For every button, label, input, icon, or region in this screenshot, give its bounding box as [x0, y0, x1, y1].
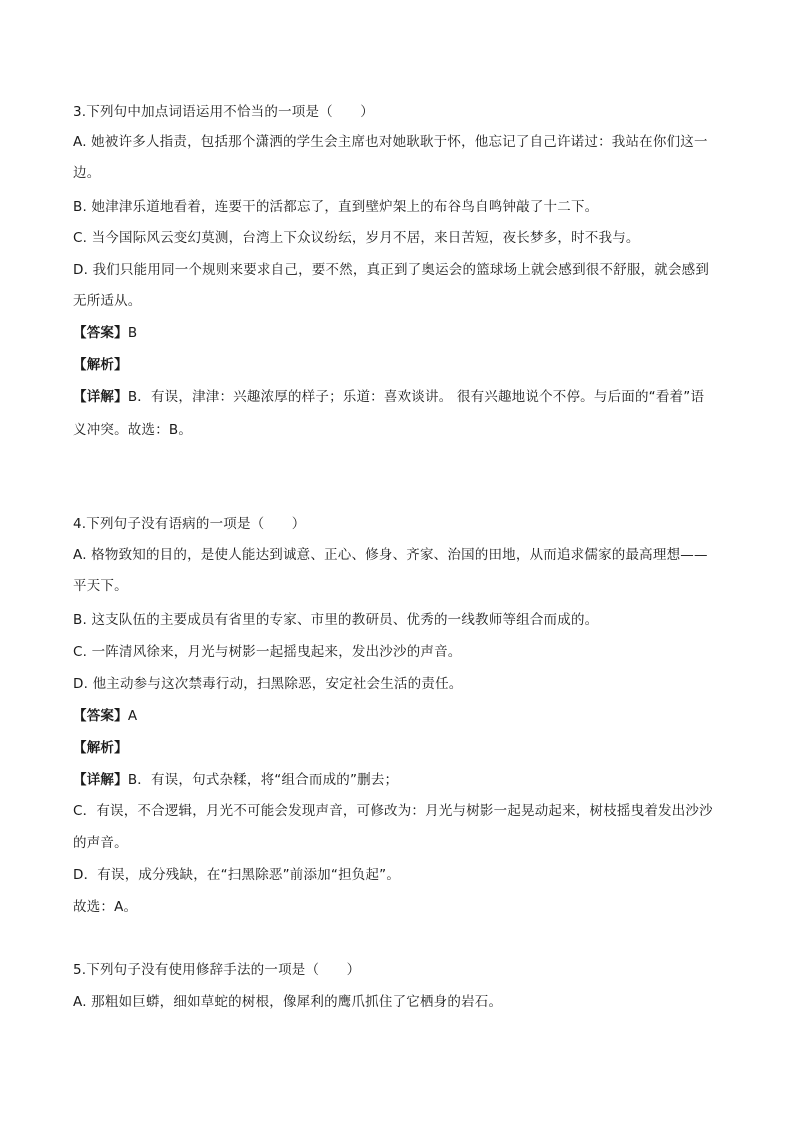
- q3-detail: [73, 388, 728, 406]
- q3-detail-cont: 义冲突。故选：B。: [73, 422, 193, 438]
- q3-stem: 3.下列句中加点词语运用不恰当的一项是（ ）: [73, 104, 374, 120]
- q4-answer: [73, 707, 728, 725]
- q3-detail-label: 【详解】: [73, 389, 128, 405]
- q4-detail-c-cont: 的声音。: [73, 835, 128, 851]
- q3-option-a: A. 她被许多人指责，包括那个潇洒的学生会主席也对她耿耿于怀，他忘记了自己许诺过：我站在你们这一: [73, 134, 708, 150]
- q4-detail-label: 【详解】: [73, 772, 128, 788]
- q3-option-c: C. 当今国际风云变幻莫测，台湾上下众议纷纭，岁月不居，来日苦短，夜长梦多，时不我与。: [73, 230, 640, 246]
- q5-option-a: A. 那粗如巨蟒，细如草蛇的树根，像犀利的鹰爪抓住了它栖身的岩石。: [73, 994, 503, 1010]
- q4-detail-d: D．有误，成分残缺，在“扫黑除恶”前添加“担负起”。: [73, 867, 401, 883]
- q4-conclusion: 故选：A。: [73, 899, 138, 915]
- q4-detail-c: C．有误，不合逻辑，月光不可能会发现声音，可修改为：月光与树影一起晃动起来，树枝摇曳着发出沙沙: [73, 803, 713, 819]
- q3-option-d: D. 我们只能用同一个规则来要求自己，要不然，真正到了奥运会的篮球场上就会感到很不舒服，就会感到: [73, 262, 710, 278]
- q4-stem: 4.下列句子没有语病的一项是（ ）: [73, 516, 306, 532]
- q3-answer: [73, 324, 728, 342]
- q5-stem: 5.下列句子没有使用修辞手法的一项是（ ）: [73, 962, 361, 978]
- q4-detail: [73, 771, 728, 789]
- q3-answer-value: B: [127, 325, 138, 341]
- q4-option-d: D. 他主动参与这次禁毒行动，扫黑除恶，安定社会生活的责任。: [73, 676, 463, 692]
- q4-option-c: C. 一阵清风徐来，月光与树影一起摇曳起来，发出沙沙的声音。: [73, 644, 462, 660]
- q4-answer-value: A: [127, 708, 138, 724]
- q4-detail-text: B．有误，句式杂糅，将“组合而成的”删去；: [127, 772, 399, 788]
- q4-option-a-cont: 平天下。: [73, 578, 128, 594]
- q3-option-a-cont: 边。: [73, 165, 101, 181]
- q4-answer-label: 【答案】: [73, 708, 128, 724]
- q4-option-b: B. 这支队伍的主要成员有省里的专家、市里的教研员、优秀的一线教师等组合而成的。: [73, 612, 599, 628]
- q3-option-b: B. 她津津乐道地看着，连要干的活都忘了，直到壁炉架上的布谷鸟自鸣钟敲了十二下。: [73, 199, 599, 215]
- q4-analysis-label: 【解析】: [73, 740, 128, 756]
- q3-analysis-label: 【解析】: [73, 357, 128, 373]
- q3-answer-label: 【答案】: [73, 325, 128, 341]
- q4-option-a: A. 格物致知的目的，是使人能达到诚意、正心、修身、齐家、治国的田地，从而追求儒家的最高理想——: [73, 547, 708, 563]
- q3-detail-text: B．有误，津津：兴趣浓厚的样子；乐道：喜欢谈讲。 很有兴趣地说个不停。与后面的“看着”语: [127, 389, 705, 405]
- q3-option-d-cont: 无所适从。: [73, 293, 142, 309]
